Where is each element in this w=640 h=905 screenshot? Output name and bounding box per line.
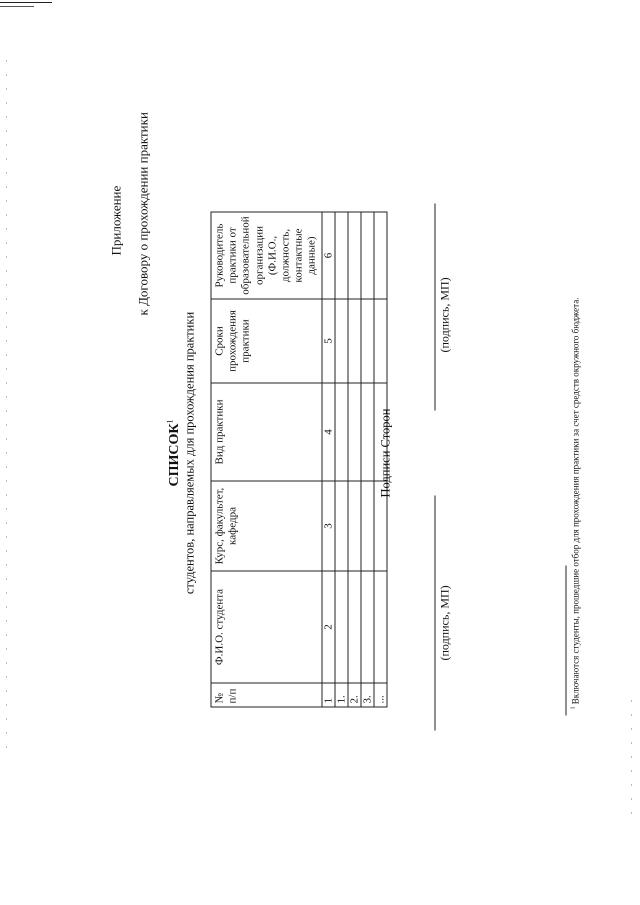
table-cell (334, 212, 347, 299)
footnote-divider (565, 565, 566, 715)
footnote-mark: 1 (570, 706, 576, 709)
column-header-course: Курс, факультет, кафедра (211, 481, 322, 571)
table-cell (360, 212, 373, 299)
title-footnote-mark: 1 (165, 418, 174, 423)
title-text: СПИСОК (166, 422, 182, 487)
signature-label-right: (подпись, МП) (437, 276, 451, 352)
table-cell (347, 212, 360, 299)
signature-line-left (434, 495, 435, 730)
table-cell (347, 481, 360, 571)
table-cell (334, 299, 347, 383)
table-cell (347, 299, 360, 383)
column-header-supervisor: Руководитель практики от образовательной организации (Ф.И.О., должность, контактные данные) (211, 212, 322, 299)
table-cell: 3 (321, 481, 334, 571)
footnote (570, 297, 580, 709)
table-cell: 2 (321, 571, 334, 683)
students-table (210, 211, 387, 707)
table-cell (360, 481, 373, 571)
table-cell: 3. (360, 683, 373, 707)
table-cell: 2. (347, 683, 360, 707)
table-cell: 1 (321, 683, 334, 707)
table-cell: 5 (321, 299, 334, 383)
column-header-number: № п/п (211, 683, 322, 707)
table-cell (334, 383, 347, 481)
table-row (347, 212, 360, 707)
signatures-heading: Подписи Сторон (378, 408, 392, 497)
table-cell: 1. (334, 683, 347, 707)
column-header-student-name: Ф.И.О. студента (211, 571, 322, 683)
signature-line-right (434, 203, 435, 410)
signature-label-left: (подпись, МП) (437, 584, 451, 660)
table-cell (347, 383, 360, 481)
document-subtitle: студентов, направляемых для прохождения практики (182, 311, 196, 594)
table-cell: 4 (321, 383, 334, 481)
table-header-row (211, 212, 322, 707)
table-row (334, 212, 347, 707)
table-number-row (321, 212, 334, 707)
appendix-reference: к Договору о прохождении практики (135, 111, 150, 315)
table-cell (360, 571, 373, 683)
column-header-practice-type: Вид практики (211, 383, 322, 481)
footnote-text: Включаются студенты, прошедшие отбор для прохождения практики за счет средств окружного бюджета. (570, 297, 580, 704)
table-row (360, 212, 373, 707)
table-cell: 6 (321, 212, 334, 299)
table-cell (360, 299, 373, 383)
table-cell (334, 481, 347, 571)
table-cell (347, 571, 360, 683)
document-title (165, 0, 183, 905)
table-cell: ... (373, 683, 386, 707)
table-cell (334, 571, 347, 683)
column-header-practice-dates: Сроки прохождения практики (211, 299, 322, 383)
appendix-heading: Приложение (108, 185, 123, 255)
table-cell (360, 383, 373, 481)
